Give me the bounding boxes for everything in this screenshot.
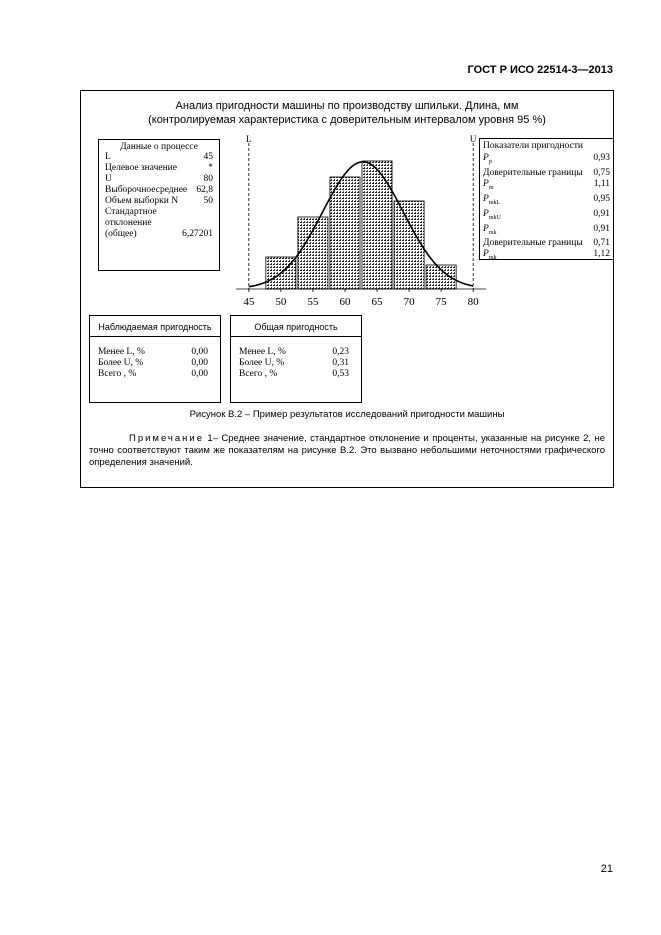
data-row [90,358,220,369]
data-row [99,196,219,207]
row-label: Менее L, % [239,347,286,357]
x-tick-label: 80 [467,296,479,308]
observed-capability-box [89,315,221,403]
note-text: 1– Среднее значение, стандартное отклонение и проценты, указанные на рисунке 2, не точно соответствуют таким же показателям на рисунке В.2. Это вызвано небольшими неточностями графического определения значений. [89,433,605,468]
row-value: 50 [203,196,213,206]
capability-value: 0,93 [593,153,610,163]
index-subscript: p [488,158,492,165]
row-value: 0,00 [191,347,208,357]
capability-row [480,238,613,249]
chart-title [81,99,613,127]
note [89,433,605,469]
index-subscript: mkU [488,214,501,221]
x-tick-label: 70 [403,296,415,308]
data-row [99,229,219,240]
capability-box [479,138,614,260]
x-tick-label: 75 [435,296,447,308]
data-row [231,347,361,358]
capability-value: 0,91 [593,208,610,219]
row-label: Всего , % [98,369,137,379]
row-label: Более U, % [98,358,144,368]
data-row [99,185,219,196]
x-tick-label: 55 [307,296,319,308]
row-label: Более U, % [239,358,285,368]
index-subscript: mk [488,255,497,262]
capability-value: 1,12 [593,249,610,260]
data-row [99,163,219,174]
x-tick-label: 45 [243,296,255,308]
note-label: Примечание [129,433,204,444]
histogram-bar [394,201,424,289]
index-subscript: mkL [488,199,501,206]
index-symbol: P [483,223,489,234]
row-label: L [105,152,111,162]
chart-title-line2: (контролируемая характеристика с доверительным интервалом уровня 95 %) [148,114,546,126]
x-tick-label: 50 [275,296,287,308]
data-row [99,174,219,185]
data-row [99,152,219,163]
row-label: Целевое значение [105,163,177,173]
capability-label [483,249,496,264]
row-value: 62,8 [196,185,213,195]
capability-label: Доверительные границы [483,238,583,249]
capability-value: 0,95 [593,193,610,204]
row-value: * [208,163,213,173]
index-symbol: P [483,208,489,219]
row-label: Менее L, % [98,347,145,357]
index-subscript: mk [488,229,497,236]
index-symbol: P [483,153,489,163]
capability-label [483,179,493,194]
capability-title: Показатели пригодности [483,141,584,151]
data-row [90,369,220,380]
row-value: 80 [203,174,213,184]
overall-title: Общая пригодность [231,316,361,337]
row-value: 0,31 [332,358,349,368]
overall-capability-box [230,315,362,403]
observed-title: Наблюдаемая пригодность [90,316,220,337]
process-data-title: Данные о процессе [120,142,198,152]
row-value: 45 [203,152,213,162]
row-label: Всего , % [239,369,278,379]
capability-row [480,179,613,194]
row-label: Выборочноесреднее [105,185,188,195]
capability-row [480,224,613,239]
data-row [99,218,219,229]
histogram-chart [231,135,491,311]
index-symbol: P [483,249,489,260]
capability-label [483,224,496,239]
histogram-bar [298,217,328,289]
capability-row [480,209,613,224]
capability-value: 0,91 [593,223,610,234]
capability-label: Доверительные границы [483,167,583,178]
overall-rows [231,347,361,380]
x-tick-label: 60 [339,296,351,308]
capability-row [480,249,613,264]
index-symbol: P [483,178,489,189]
index-subscript: m [488,184,494,191]
page-number: 21 [600,863,613,875]
observed-rows [90,347,220,380]
figure-caption: Рисунок В.2 – Пример результатов исследований пригодности машины [189,409,505,420]
row-value: 0,00 [191,369,208,379]
data-row [231,369,361,380]
standard-designation: ГОСТ Р ИСО 22514-3—2013 [467,64,613,76]
spec-limit-label: L [246,135,252,144]
data-row [99,207,219,218]
figure-frame [80,90,614,488]
data-row [90,347,220,358]
process-data-rows [99,152,219,240]
row-value: 0,53 [332,369,349,379]
x-tick-label: 65 [371,296,383,308]
row-value: 0,23 [332,347,349,357]
capability-row [480,153,613,168]
capability-value: 1,11 [593,178,610,189]
capability-label [483,194,500,209]
capability-value: 0,75 [593,167,610,178]
capability-label [483,153,492,168]
index-symbol: P [483,193,489,204]
chart-title-line1: Анализ пригодности машины по производству шпильки. Длина, мм [175,100,519,112]
row-label: Объем выборки N [105,196,179,206]
capability-rows [480,153,613,264]
row-label: U [105,174,112,184]
data-row [231,358,361,369]
capability-value: 0,71 [593,238,610,249]
row-label: отклонение [105,218,152,228]
row-value: 0,00 [191,358,208,368]
capability-row [480,168,613,179]
row-label: Стандартное [105,207,157,217]
capability-label [483,209,501,224]
histogram-bar [330,177,360,289]
histogram-bar [362,161,392,289]
spec-limit-label: U [469,135,477,144]
row-label: (общее) [105,229,137,239]
capability-row [480,194,613,209]
row-value: 6,27201 [182,229,213,239]
process-data-box [98,139,220,271]
